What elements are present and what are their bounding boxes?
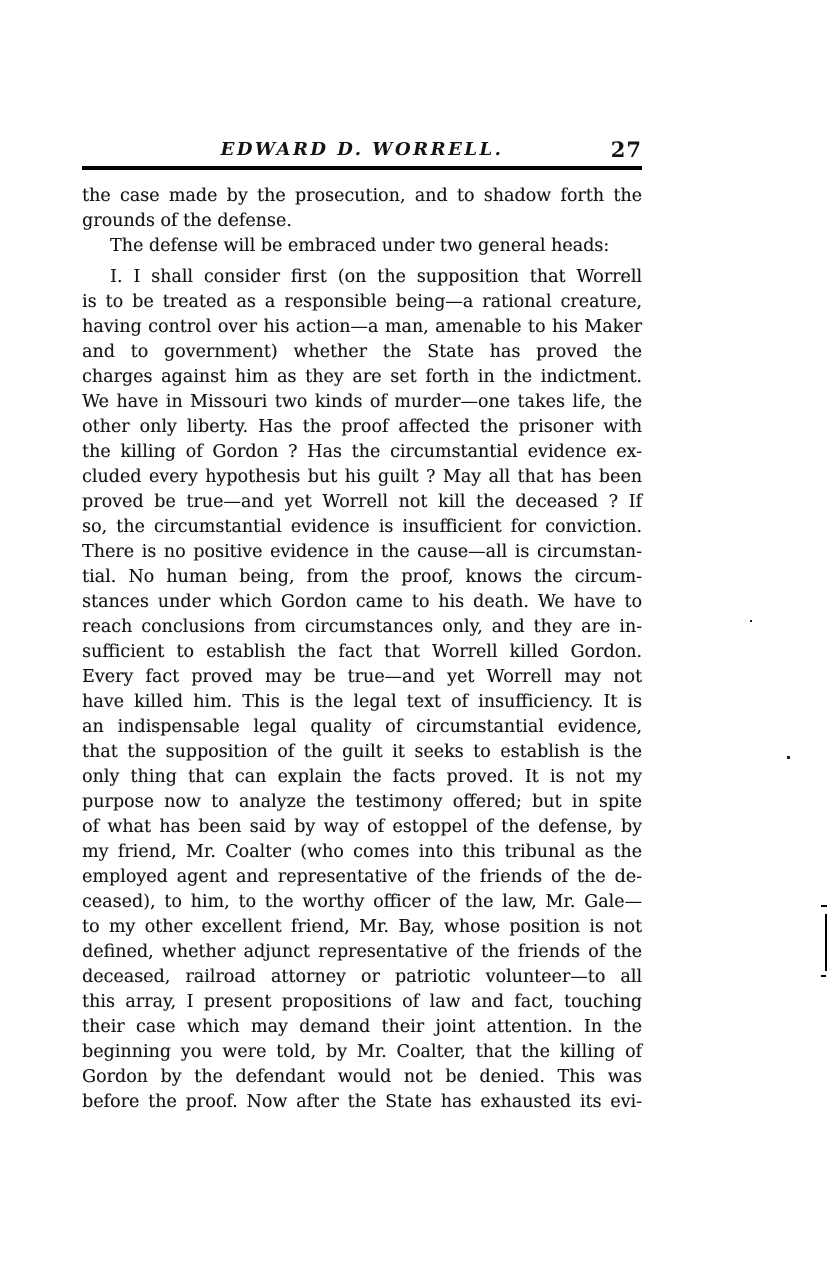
text-line: have killed him. This is the legal text of insufficiency. It is [82,692,642,712]
page-body [82,184,642,1115]
text-line: ceased), to him, to the worthy officer of the law, Mr. Gale— [82,892,642,912]
text-line: this array, I present propositions of law and fact, touching [82,992,642,1012]
text-line: the killing of Gordon ? Has the circumstantial evidence ex- [82,442,642,462]
text-line: Every fact proved may be true—and yet Worrell may not [82,667,642,687]
text-line: cluded every hypothesis but his guilt ? May all that has been [82,467,642,487]
paragraph [82,265,642,1115]
text-line: that the supposition of the guilt it seeks to establish is the [82,742,642,762]
text-line: having control over his action—a man, amenable to his Maker [82,317,642,337]
text-line: an indispensable legal quality of circumstantial evidence, [82,717,642,737]
text-line: tial. No human being, from the proof, knows the circum- [82,567,642,587]
text-line: deceased, railroad attorney or patriotic volunteer—to all [82,967,642,987]
page-number: 27 [610,137,642,162]
scan-artifact-margin-line [825,914,827,971]
text-line: before the proof. Now after the State has exhausted its evi- [82,1092,642,1112]
text-line: their case which may demand their joint attention. In the [82,1017,642,1037]
scan-artifact-dash-top [821,905,827,907]
scan-artifact-speck [787,756,790,759]
text-line: sufficient to establish the fact that Worrell killed Gordon. [82,642,642,662]
text-line: is to be treated as a responsible being—a rational creature, [82,292,642,312]
text-line: reach conclusions from circumstances only, and they are in- [82,617,642,637]
running-head-title: EDWARD D. WORRELL. [220,139,504,160]
paragraph [82,234,642,259]
text-line: so, the circumstantial evidence is insufficient for conviction. [82,517,642,537]
text-line: grounds of the defense. [82,211,292,231]
text-line: and to government) whether the State has proved the [82,342,642,362]
text-line: proved be true—and yet Worrell not kill the deceased ? If [82,492,642,512]
paragraph [82,184,642,234]
text-line: Gordon by the defendant would not be denied. This was [82,1067,642,1087]
scan-artifact-speck [750,620,752,622]
text-line: charges against him as they are set forth in the indictment. [82,367,642,387]
text-line: only thing that can explain the facts proved. It is not my [82,767,642,787]
running-head [82,139,642,165]
text-line: defined, whether adjunct representative of the friends of the [82,942,642,962]
scan-artifact-dash-bottom [821,975,826,977]
text-line: beginning you were told, by Mr. Coalter, that the killing of [82,1042,642,1062]
text-line: other only liberty. Has the proof affected the prisoner with [82,417,642,437]
text-line: We have in Missouri two kinds of murder—one takes life, the [82,392,642,412]
text-line: The defense will be embraced under two general heads: [110,236,610,256]
text-line: employed agent and representative of the friends of the de- [82,867,642,887]
text-line: stances under which Gordon came to his death. We have to [82,592,642,612]
text-line: of what has been said by way of estoppel of the defense, by [82,817,642,837]
header-rule [82,166,642,170]
text-line: to my other excellent friend, Mr. Bay, whose position is not [82,917,642,937]
text-line: the case made by the prosecution, and to shadow forth the [82,186,642,206]
text-line: There is no positive evidence in the cause—all is circumstan- [82,542,642,562]
text-line: purpose now to analyze the testimony offered; but in spite [82,792,642,812]
text-column [82,139,642,1115]
text-line: I. I shall consider first (on the supposition that Worrell [110,267,642,287]
text-line: my friend, Mr. Coalter (who comes into this tribunal as the [82,842,642,862]
